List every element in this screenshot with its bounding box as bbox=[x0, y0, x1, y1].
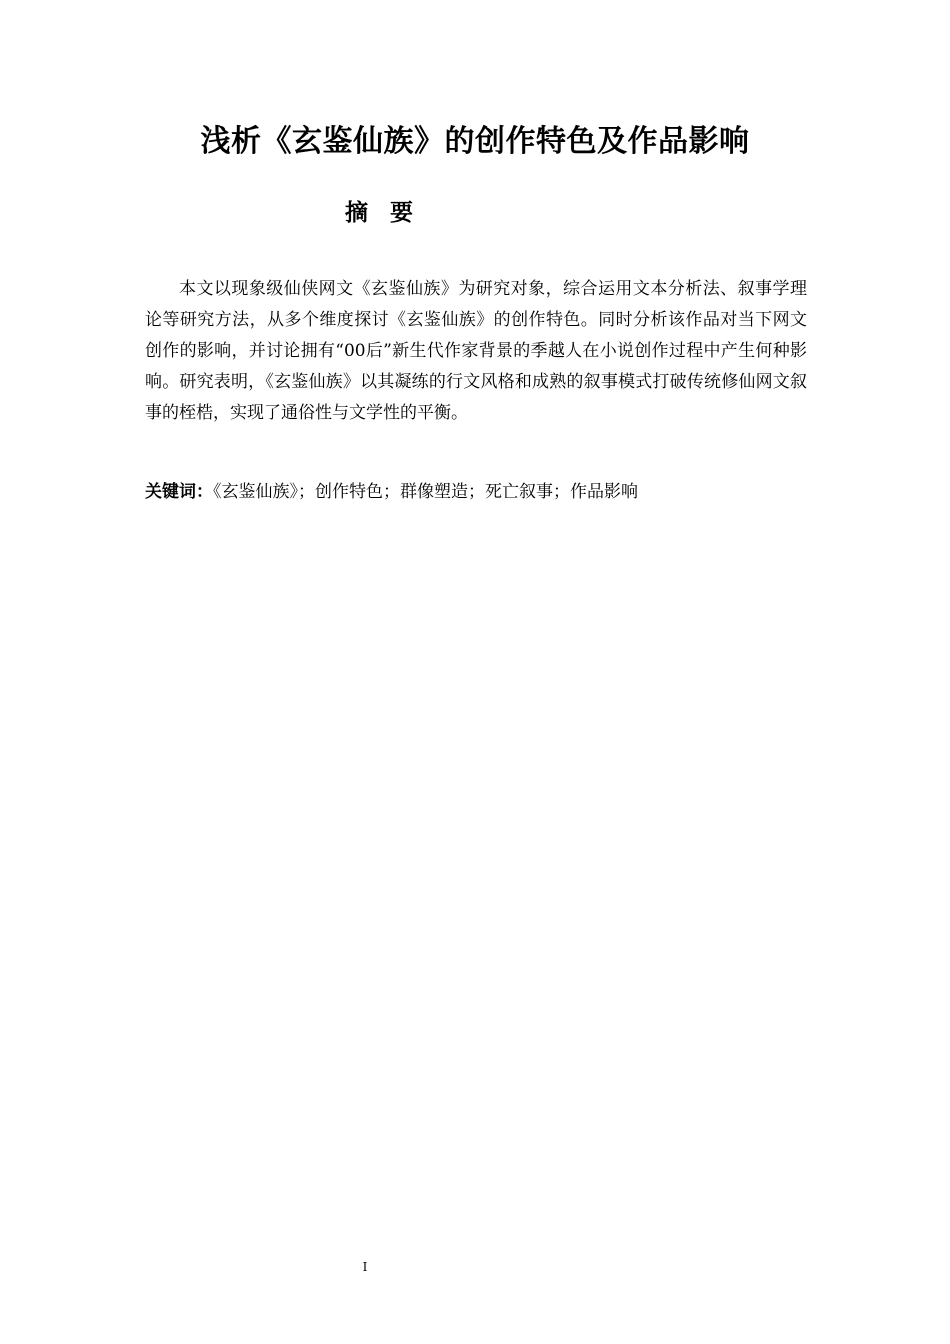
abstract-heading: 摘 要 bbox=[345, 200, 416, 226]
keywords-label: 关键词： bbox=[145, 482, 213, 502]
page-number: I bbox=[362, 1260, 368, 1274]
abstract-paragraph: 本文以现象级仙侠网文《玄鉴仙族》为研究对象，综合运用文本分析法、叙事学理论等研究方法，从多个维度探讨《玄鉴仙族》的创作特色。同时分析该作品对当下网文创作的影响，并讨论拥有“00后”新生代作家背景的季越人在小说创作过程中产生何种影响。研究表明，《玄鉴仙族》以其凝练的行文风格和成熟的叙事模式打破传统修仙网文叙事的桎梏，实现了通俗性与文学性的平衡。 bbox=[145, 279, 807, 423]
paper-title: 浅析《玄鉴仙族》的创作特色及作品影响 bbox=[200, 124, 750, 159]
keywords-line bbox=[145, 477, 807, 507]
keywords-value: 《玄鉴仙族》；创作特色；群像塑造；死亡叙事；作品影响 bbox=[213, 482, 638, 502]
